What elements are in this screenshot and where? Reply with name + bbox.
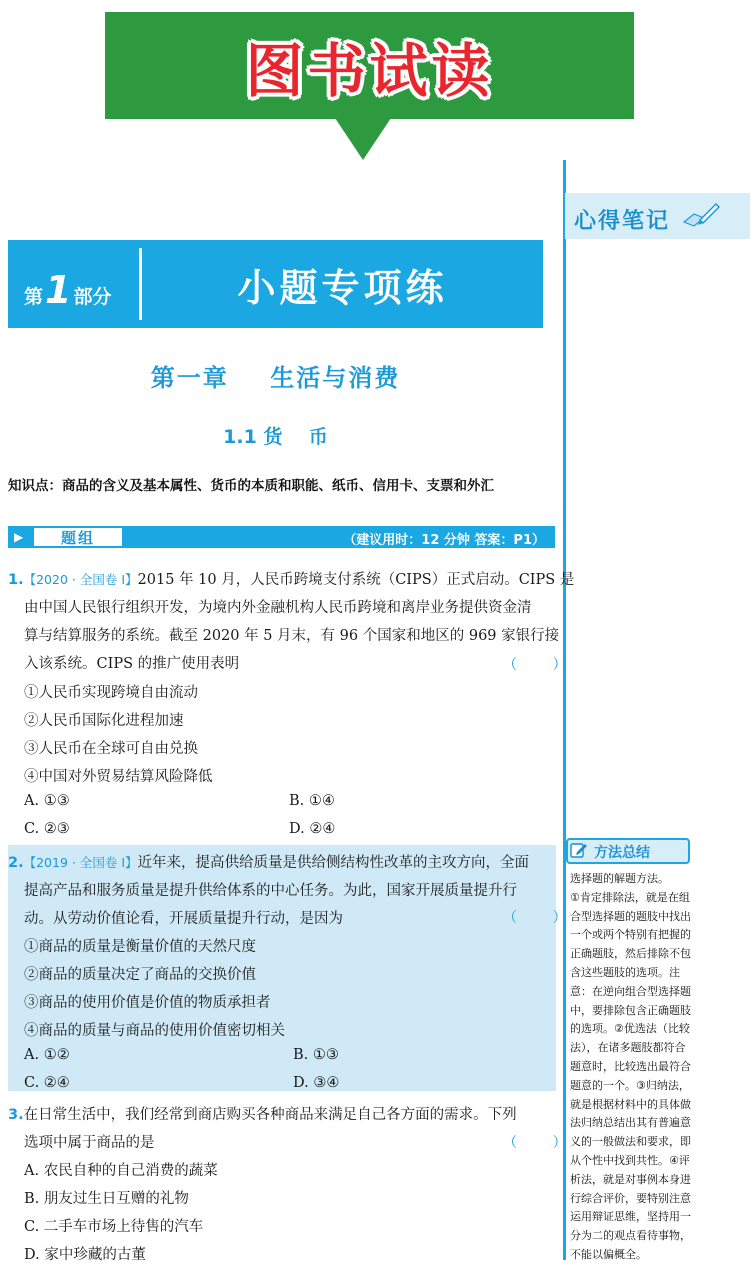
option-b: B. 朋友过生日互赠的礼物 xyxy=(24,1191,189,1207)
part-label xyxy=(24,268,111,312)
part-prefix: 第 xyxy=(24,286,44,308)
statement-item: ④中国对外贸易结算风险降低 xyxy=(24,769,213,785)
question-source: 【2020 · 全国卷 Ⅰ】 xyxy=(23,572,138,587)
question-text-line: 动。从劳动价值论看，开展质量提升行动，是因为 xyxy=(24,911,343,927)
question-source: 【2019 · 全国卷 Ⅰ】 xyxy=(23,855,138,870)
method-line: 就是根据材料中的具体做 xyxy=(570,1097,691,1111)
method-summary-text xyxy=(570,870,746,1265)
edit-note-icon xyxy=(570,841,588,859)
method-line: 法归纳总结出其有普遍意 xyxy=(570,1116,691,1130)
question-text-line: 选项中属于商品的是 xyxy=(24,1135,155,1151)
method-line: 析法，就是对事例本身进 xyxy=(570,1172,691,1186)
question-text-line: 近年来，提高供给质量是供给侧结构性改革的主攻方向，全面 xyxy=(137,855,530,871)
banner-title: 图书试读 xyxy=(245,36,494,105)
part-title: 小题专项练 xyxy=(237,265,448,310)
method-line: 中，要排除包含正确题肢 xyxy=(570,1003,691,1017)
answer-parentheses: （ ） xyxy=(503,910,567,926)
method-line: 运用辩证思维，坚持用一 xyxy=(570,1210,691,1224)
play-arrow-icon: ▶ xyxy=(14,530,24,544)
part-number: 1 xyxy=(45,268,72,312)
statement-item: ④商品的质量与商品的使用价值密切相关 xyxy=(24,1023,285,1039)
method-line: ①肯定排除法，就是在组 xyxy=(570,890,690,904)
method-line: 的选项。②优选法（比较 xyxy=(570,1022,690,1036)
group-meta: （建议用时：12 分钟 答案：P1） xyxy=(343,533,545,548)
method-line: 含这些题肢的选项。注 xyxy=(570,965,680,979)
method-line: 从个性中找到共性。④评 xyxy=(570,1153,690,1167)
method-line: 正确题肢，然后排除不包 xyxy=(570,947,691,961)
question-text-line: 提高产品和服务质量是提升供给体系的中心任务。为此，国家开展质量提升行 xyxy=(24,883,517,899)
option-c: C. ②④ xyxy=(24,1075,70,1091)
method-line: 行综合评价，要特别注意 xyxy=(570,1191,691,1205)
method-line: 题意时，比较选出最符合 xyxy=(570,1059,691,1073)
question-number: 1. xyxy=(8,572,24,588)
part-suffix: 部分 xyxy=(73,286,112,308)
option-d: D. ②④ xyxy=(289,821,336,837)
method-line: 义的一般做法和要求，即 xyxy=(570,1135,691,1149)
method-line: 题意的一个。③归纳法， xyxy=(570,1078,690,1092)
method-line: 不能以偏概全。 xyxy=(570,1247,647,1261)
notes-title: 心得笔记 xyxy=(574,209,671,234)
method-line: 意：在逆向组合型选择题 xyxy=(570,984,691,998)
option-a: A. ①② xyxy=(24,1047,70,1063)
method-line: 分为二的观点看待事物， xyxy=(570,1229,691,1243)
answer-parentheses: （ ） xyxy=(503,657,567,673)
option-d: D. 家中珍藏的古董 xyxy=(24,1247,146,1263)
statement-item: ①商品的质量是衡量价值的天然尺度 xyxy=(24,939,256,955)
option-b: B. ①④ xyxy=(289,793,335,809)
method-line: 法），在诸多题肢都符合 xyxy=(570,1041,686,1055)
option-d: D. ③④ xyxy=(293,1075,340,1091)
question-text-line: 入该系统。CIPS 的推广使用表明 xyxy=(24,656,240,672)
option-c: C. 二手车市场上待售的汽车 xyxy=(24,1219,204,1235)
question-text-line: 由中国人民银行组织开发，为境内外金融机构人民币跨境和离岸业务提供资金清 xyxy=(24,600,532,616)
option-a: A. ①③ xyxy=(24,793,70,809)
statement-item: ①人民币实现跨境自由流动 xyxy=(24,685,198,701)
method-summary-title: 方法总结 xyxy=(594,845,650,861)
question-text-line: 算与结算服务的系统。截至 2020 年 5 月末，有 96 个国家和地区的 969 家银行接 xyxy=(24,628,560,644)
statement-item: ②人民币国际化进程加速 xyxy=(24,713,184,729)
banner-pointer xyxy=(335,118,391,160)
notes-column-divider xyxy=(563,160,566,1260)
question-number: 3. xyxy=(8,1107,24,1123)
question-number: 2. xyxy=(8,855,24,871)
knowledge-points: 知识点：商品的含义及基本属性、货币的本质和职能、纸币、信用卡、支票和外汇 xyxy=(8,478,494,494)
statement-item: ③商品的使用价值是价值的物质承担者 xyxy=(24,995,271,1011)
group-tag: 题组 xyxy=(34,528,122,546)
statement-item: ②商品的质量决定了商品的交换价值 xyxy=(24,967,256,983)
section-title: 1.1 货 币 xyxy=(223,426,328,448)
option-b: B. ①③ xyxy=(293,1047,339,1063)
statement-item: ③人民币在全球可自由兑换 xyxy=(24,741,198,757)
question-text-line: 在日常生活中，我们经常到商店购买各种商品来满足自己各方面的需求。下列 xyxy=(23,1107,517,1123)
pencil-icon xyxy=(680,200,720,230)
answer-parentheses: （ ） xyxy=(503,1135,567,1151)
chapter-title: 第一章 生活与消费 xyxy=(150,364,401,392)
method-line: 选择题的解题方法。 xyxy=(570,872,669,885)
method-line: 合型选择题的题肢中找出 xyxy=(570,909,691,923)
option-a: A. 农民自种的自己消费的蔬菜 xyxy=(24,1163,218,1179)
option-c: C. ②③ xyxy=(24,821,70,837)
method-line: 一个或两个特别有把握的 xyxy=(570,928,691,942)
question-text-line: 2015 年 10 月，人民币跨境支付系统（CIPS）正式启动。CIPS 是 xyxy=(137,572,575,588)
